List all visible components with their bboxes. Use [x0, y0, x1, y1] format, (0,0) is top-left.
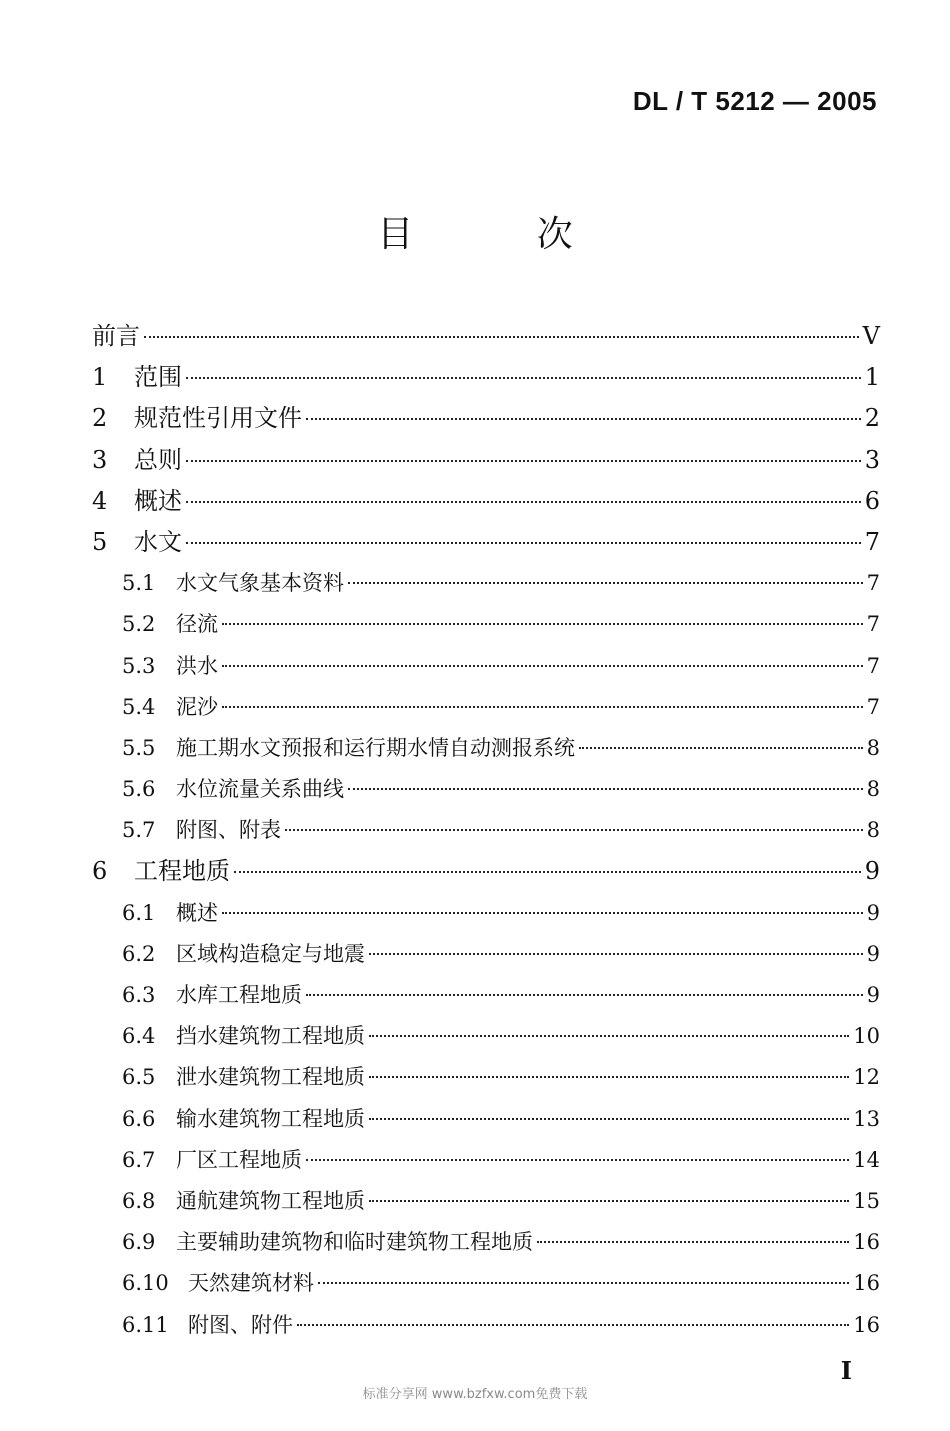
toc-entry-number: 6.6 — [122, 1106, 156, 1131]
toc-entry[interactable] — [92, 357, 880, 398]
toc-entry[interactable] — [92, 687, 880, 728]
toc-entry-title: 附图、附表 — [176, 818, 281, 843]
toc-entry[interactable] — [92, 728, 880, 769]
toc-entry[interactable] — [92, 1016, 880, 1057]
toc-entry-title: 厂区工程地质 — [176, 1147, 302, 1172]
toc-entry-title: 泥沙 — [176, 694, 218, 719]
toc-entry[interactable] — [92, 563, 880, 604]
toc-entry-page: 16 — [853, 1312, 880, 1337]
toc-entry[interactable] — [92, 769, 880, 810]
toc-entry-number: 6.11 — [122, 1312, 169, 1337]
toc-entry-page: 9 — [864, 857, 880, 886]
toc-entry-title: 工程地质 — [134, 857, 230, 886]
toc-entry-number: 6.4 — [122, 1024, 156, 1049]
toc-entry-number: 4 — [92, 486, 108, 515]
toc-entry-title: 水文气象基本资料 — [176, 571, 344, 596]
toc-entry-title: 附图、附件 — [188, 1312, 293, 1337]
toc-entry[interactable] — [92, 1181, 880, 1222]
dot-leader — [369, 1118, 849, 1120]
toc-entry-page: 7 — [866, 612, 880, 637]
dot-leader — [285, 829, 863, 831]
toc-entry-page: 15 — [853, 1188, 880, 1213]
page-title: 目 次 — [377, 214, 629, 255]
toc-entry-page: 9 — [866, 900, 880, 925]
toc-entry[interactable] — [92, 604, 880, 645]
toc-entry-number: 6 — [92, 857, 108, 886]
toc-entry-page: 13 — [853, 1106, 880, 1131]
toc-entry-number: 5.6 — [122, 777, 156, 802]
toc-entry-title: 施工期水文预报和运行期水情自动测报系统 — [176, 735, 575, 760]
toc-entry-page: 6 — [864, 486, 880, 515]
toc-entry-page: 16 — [853, 1271, 880, 1296]
toc-entry-title: 挡水建筑物工程地质 — [176, 1024, 365, 1049]
toc-entry-number: 6.2 — [122, 941, 156, 966]
dot-leader — [222, 623, 863, 625]
toc-entry-title: 前言 — [92, 322, 140, 350]
toc-entry[interactable] — [92, 316, 880, 357]
dot-leader — [186, 377, 861, 379]
dot-leader — [306, 1159, 849, 1161]
dot-leader — [186, 501, 861, 503]
dot-leader — [537, 1241, 849, 1243]
dot-leader — [306, 994, 863, 996]
toc-entry-title: 通航建筑物工程地质 — [176, 1188, 365, 1213]
toc-entry-number: 6.9 — [122, 1230, 156, 1255]
toc-entry-title: 洪水 — [176, 653, 218, 678]
toc-entry-page: 14 — [853, 1147, 880, 1172]
dot-leader — [369, 953, 863, 955]
toc-entry-page: 3 — [864, 445, 880, 474]
dot-leader — [579, 747, 863, 749]
toc-entry-number: 3 — [92, 445, 108, 474]
toc-entry-number: 5.1 — [122, 571, 156, 596]
toc-entry-page: 1 — [864, 363, 880, 392]
dot-leader — [369, 1200, 849, 1202]
toc-entry[interactable] — [92, 810, 880, 851]
dot-leader — [186, 542, 861, 544]
toc-entry-title: 范围 — [134, 363, 182, 392]
toc-entry[interactable] — [92, 975, 880, 1016]
toc-entry[interactable] — [92, 440, 880, 481]
toc-entry-title: 水文 — [134, 527, 182, 556]
toc-entry-title: 水库工程地质 — [176, 983, 302, 1007]
toc-entry-page: 8 — [866, 735, 880, 760]
toc-entry-page: 8 — [866, 777, 880, 802]
toc-entry[interactable] — [92, 1222, 880, 1263]
toc-entry-title: 天然建筑材料 — [188, 1271, 314, 1296]
dot-leader — [369, 1035, 849, 1037]
toc-entry-number: 6.7 — [122, 1147, 156, 1172]
dot-leader — [222, 665, 863, 667]
toc-entry-number: 5 — [92, 527, 108, 556]
toc-entry-title: 主要辅助建筑物和临时建筑物工程地质 — [176, 1230, 533, 1255]
toc-entry-page: 9 — [866, 983, 880, 1007]
toc-entry-page: 8 — [866, 818, 880, 843]
toc-entry-number: 6.5 — [122, 1065, 156, 1090]
toc-entry-title: 总则 — [134, 445, 182, 474]
toc-entry-number: 5.2 — [122, 612, 156, 637]
toc-entry-number: 6.1 — [122, 900, 156, 925]
toc-entry[interactable] — [92, 1057, 880, 1098]
toc-entry-title: 概述 — [134, 486, 182, 515]
toc-entry-page: 7 — [866, 653, 880, 678]
toc-entry-page: 12 — [853, 1065, 880, 1090]
toc-entry-number: 6.10 — [122, 1271, 169, 1296]
toc-entry-title: 径流 — [176, 612, 218, 637]
toc-entry[interactable] — [92, 893, 880, 934]
toc-entry[interactable] — [92, 1263, 880, 1304]
toc-entry-number: 5.5 — [122, 735, 156, 760]
toc-entry[interactable] — [92, 1305, 880, 1346]
toc-entry-title: 区域构造稳定与地震 — [176, 941, 365, 966]
dot-leader — [222, 912, 863, 914]
toc-entry-number: 1 — [92, 363, 108, 392]
toc-entry[interactable] — [92, 934, 880, 975]
toc-entry-page: V — [862, 322, 880, 350]
toc-entry[interactable] — [92, 851, 880, 892]
toc-entry-number: 5.3 — [122, 653, 156, 678]
toc-entry-title: 泄水建筑物工程地质 — [176, 1065, 365, 1090]
dot-leader — [318, 1282, 849, 1284]
toc-entry[interactable] — [92, 1140, 880, 1181]
toc-entry-page: 2 — [864, 404, 880, 433]
toc-entry-title: 输水建筑物工程地质 — [176, 1106, 365, 1131]
dot-leader — [234, 871, 861, 873]
dot-leader — [222, 706, 863, 708]
dot-leader — [306, 418, 861, 420]
watermark: 标准分享网 www.bzfxw.com免费下载 — [362, 1387, 588, 1402]
standard-code: DL / T 5212 — 2005 — [632, 86, 877, 116]
toc-entry-page: 16 — [853, 1230, 880, 1255]
toc-entry[interactable] — [92, 522, 880, 563]
dot-leader — [348, 582, 863, 584]
toc-entry-page: 10 — [853, 1024, 880, 1049]
toc-entry-number: 6.8 — [122, 1188, 156, 1213]
table-of-contents — [92, 316, 880, 1346]
toc-entry-page: 7 — [866, 571, 880, 596]
toc-entry-number: 2 — [92, 404, 108, 433]
toc-entry-number: 5.4 — [122, 694, 156, 719]
page-number: I — [840, 1356, 852, 1385]
toc-entry-page: 7 — [864, 527, 880, 556]
toc-entry-number: 5.7 — [122, 818, 156, 843]
dot-leader — [369, 1076, 849, 1078]
toc-entry-number: 6.3 — [122, 983, 156, 1007]
toc-entry-title: 规范性引用文件 — [134, 404, 302, 433]
toc-entry[interactable] — [92, 646, 880, 687]
dot-leader — [144, 336, 859, 338]
dot-leader — [297, 1324, 849, 1326]
dot-leader — [186, 460, 861, 462]
toc-entry-title: 水位流量关系曲线 — [176, 777, 344, 802]
toc-entry-page: 9 — [866, 941, 880, 966]
toc-entry-title: 概述 — [176, 900, 218, 925]
toc-entry[interactable] — [92, 1099, 880, 1140]
toc-entry[interactable] — [92, 398, 880, 439]
toc-entry[interactable] — [92, 481, 880, 522]
dot-leader — [348, 788, 863, 790]
toc-entry-page: 7 — [866, 694, 880, 719]
